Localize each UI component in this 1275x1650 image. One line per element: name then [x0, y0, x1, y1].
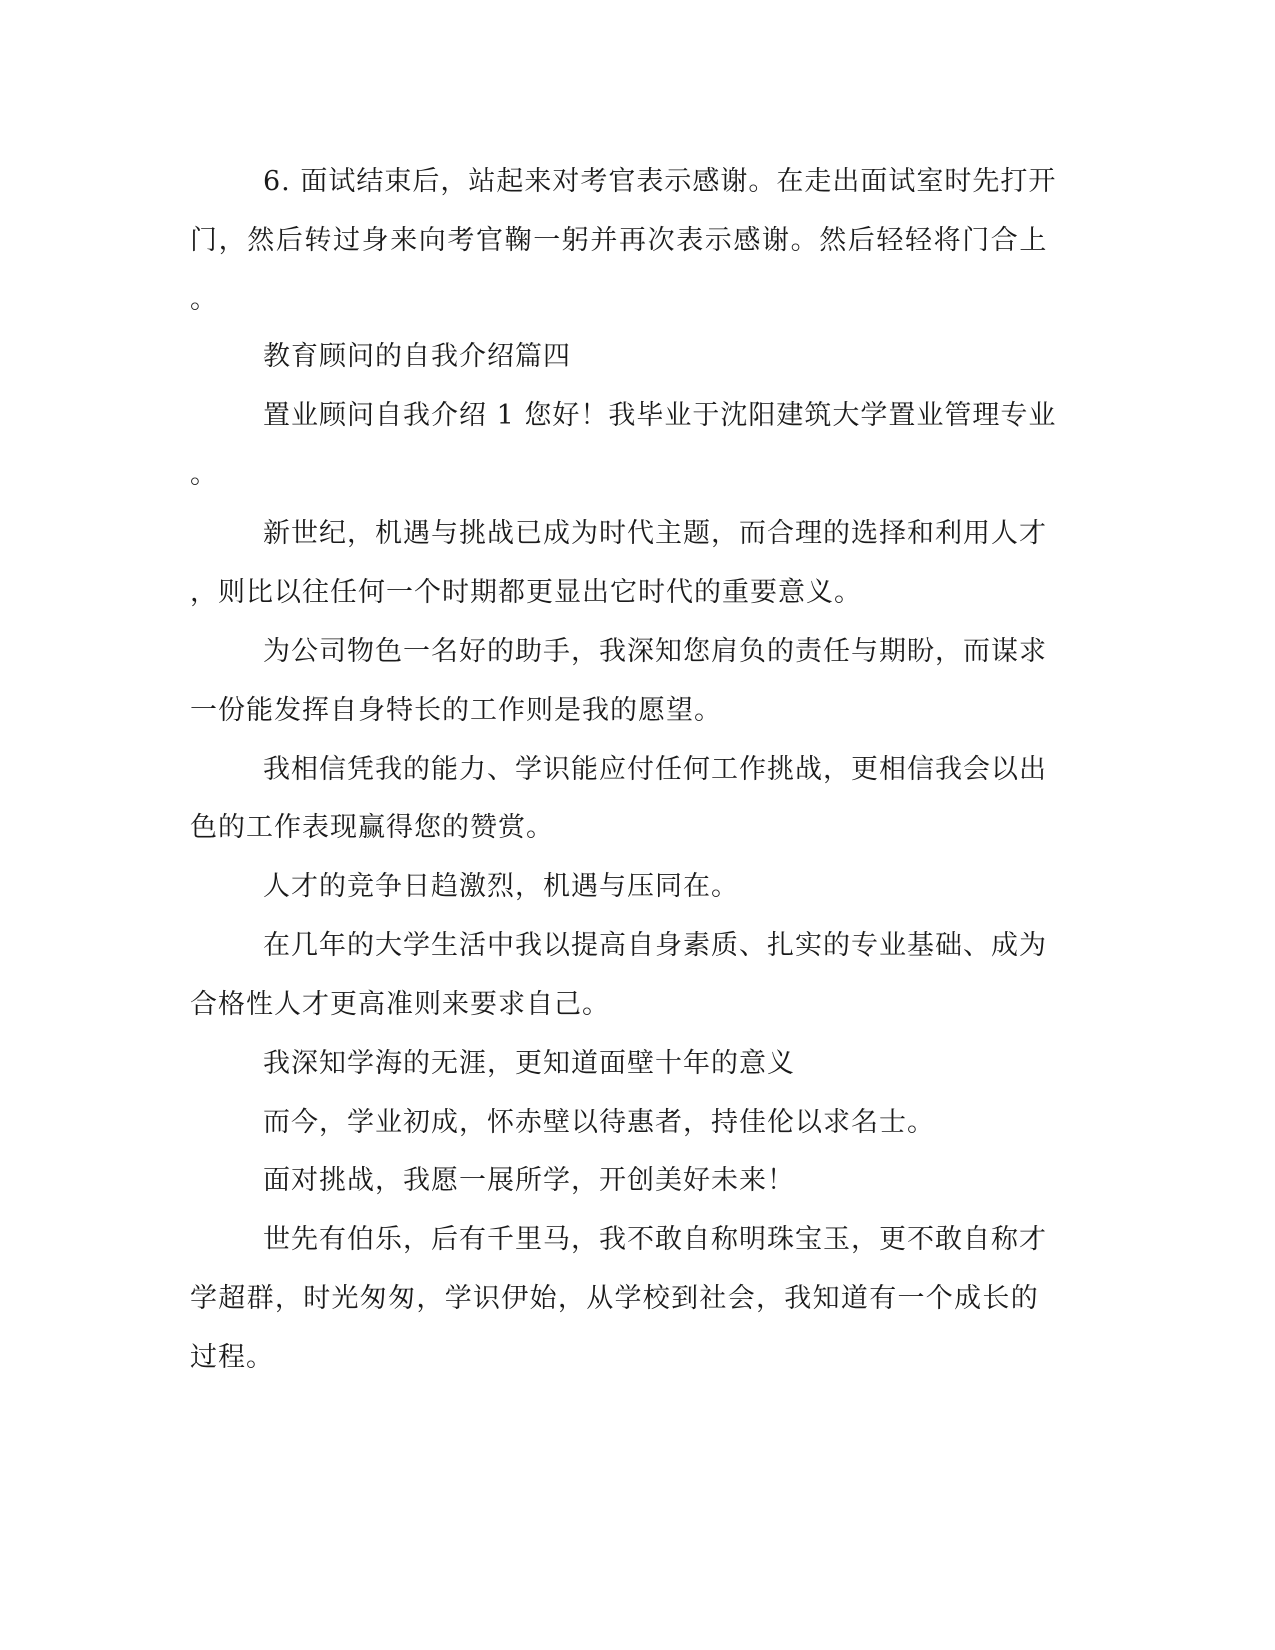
paragraph-line: 6. 面试结束后，站起来对考官表示感谢。在走出面试室时先打开	[263, 166, 1057, 197]
paragraph-line: 色的工作表现赢得您的赞赏。	[190, 812, 554, 843]
paragraph-line: 而今，学业初成，怀赤壁以待惠者，持佳伦以求名士。	[263, 1107, 935, 1138]
paragraph-line: 人才的竞争日趋激烈，机遇与压同在。	[263, 871, 739, 902]
paragraph-line: 世先有伯乐，后有千里马，我不敢自称明珠宝玉，更不敢自称才	[263, 1224, 1047, 1255]
paragraph-line: 新世纪，机遇与挑战已成为时代主题，而合理的选择和利用人才	[263, 518, 1047, 549]
paragraph-line: 。	[190, 459, 217, 490]
paragraph-line: 我深知学海的无涯，更知道面壁十年的意义	[263, 1048, 795, 1079]
paragraph-line: 面对挑战，我愿一展所学，开创美好未来！	[263, 1165, 795, 1196]
paragraph-line: 在几年的大学生活中我以提高自身素质、扎实的专业基础、成为	[263, 930, 1047, 961]
paragraph-line: 为公司物色一名好的助手，我深知您肩负的责任与期盼，而谋求	[263, 636, 1047, 667]
paragraph-line: 我相信凭我的能力、学识能应付任何工作挑战，更相信我会以出	[263, 754, 1047, 785]
paragraph-line: ，则比以往任何一个时期都更显出它时代的重要意义。	[190, 577, 862, 608]
paragraph-line: 一份能发挥自身特长的工作则是我的愿望。	[190, 695, 722, 726]
paragraph-line: 门，然后转过身来向考官鞠一躬并再次表示感谢。然后轻轻将门合上	[190, 225, 1048, 256]
paragraph-line: 。	[190, 284, 217, 315]
paragraph-line: 置业顾问自我介绍 1 您好！我毕业于沈阳建筑大学置业管理专业	[263, 400, 1057, 431]
paragraph-line: 学超群，时光匆匆，学识伊始，从学校到社会，我知道有一个成长的	[190, 1283, 1039, 1314]
paragraph-line: 过程。	[190, 1342, 274, 1373]
section-heading: 教育顾问的自我介绍篇四	[263, 341, 571, 372]
paragraph-line: 合格性人才更高准则来要求自己。	[190, 989, 610, 1020]
